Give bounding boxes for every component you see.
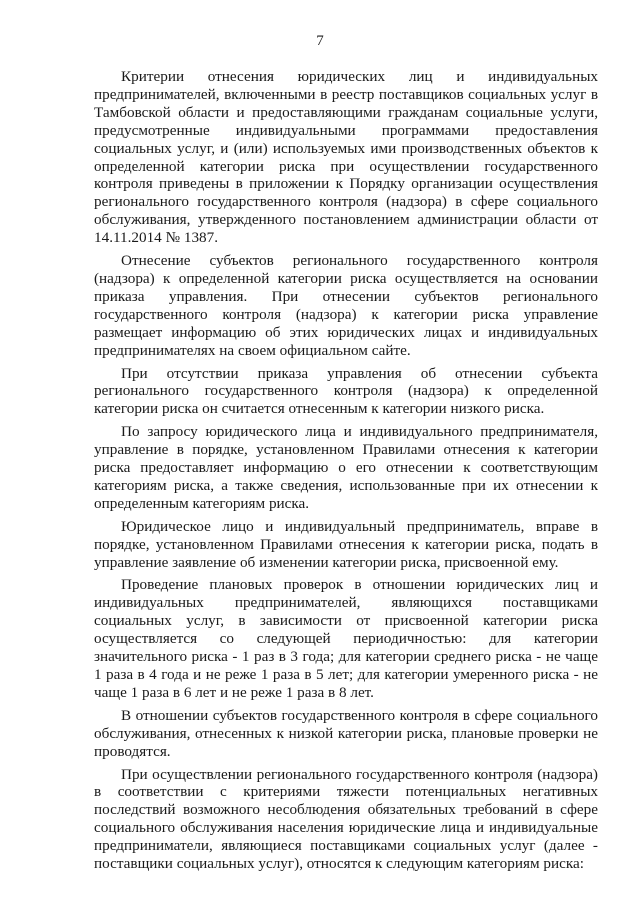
paragraph-risk-categories-intro: При осуществлении регионального государственного контроля (надзора) в соответствии с критериями тяжести потенциальных негативных последствий возможного несоблюдения обязательных требований в сфере социального обслуживания населения юридические лица и индивидуальные предприниматели, являющиеся поставщиками социальных услуг (далее - поставщики социальных услуг), относятся к следующим категориям риска: [94,765,598,873]
paragraph-inspection-frequency: Проведение плановых проверок в отношении юридических лиц и индивидуальных предпринимателей, являющихся поставщиками социальных услуг, в зависимости от присвоенной категории риска осуществляется со следующей периодичностью: для категории значительного риска - 1 раз в 3 года; для категории среднего риска - не чаще 1 раза в 4 года и не реже 1 раза в 5 лет; для категории умеренного риска - не чаще 1 раза в 6 лет и не реже 1 раза в 8 лет. [94,576,598,701]
paragraph-risk-criteria: Критерии отнесения юридических лиц и индивидуальных предпринимателей, включенными в реестр поставщиков социальных услуг в Тамбовской области и предоставляющими гражданам социальные услуги, предусмотренные индивидуальными программами предоставления социальных услуг, и (или) используемых ими производственных объектов к определенной категории риска при осуществлении государственного контроля приведены в приложении к Порядку организации осуществления регионального государственного контроля (надзора) в сфере социального обслуживания, утвержденного постановлением администрации области от 14.11.2014 № 1387. [94,68,598,247]
page-number: 7 [316,33,324,49]
paragraph-no-inspections: В отношении субъектов государственного контроля в сфере социального обслуживания, отнесенных к низкой категории риска, плановые проверки не проводятся. [94,706,598,760]
paragraph-information-request: По запросу юридического лица и индивидуального предпринимателя, управление в порядке, установленном Правилами отнесения к категории риска предоставляет информацию о его отнесении к соответствующим категориям риска, а также сведения, использованные при их отнесении к определенным категориям риска. [94,423,598,512]
paragraph-category-change: Юридическое лицо и индивидуальный предприниматель, вправе в порядке, установленном Правилами отнесения к категории риска, подать в управление заявление об изменении категории риска, присвоенной ему. [94,517,598,571]
paragraph-low-risk-default: При отсутствии приказа управления об отнесении субъекта регионального государственного контроля (надзора) к определенной категории риска он считается отнесенным к категории низкого риска. [94,364,598,418]
body-text [94,68,598,878]
paragraph-risk-assignment: Отнесение субъектов регионального государственного контроля (надзора) к определенной категории риска осуществляется на основании приказа управления. При отнесении субъектов регионального государственного контроля (надзора) к категории риска управление размещает информацию об этих юридических лицах и индивидуальных предпринимателях на своем официальном сайте. [94,252,598,359]
